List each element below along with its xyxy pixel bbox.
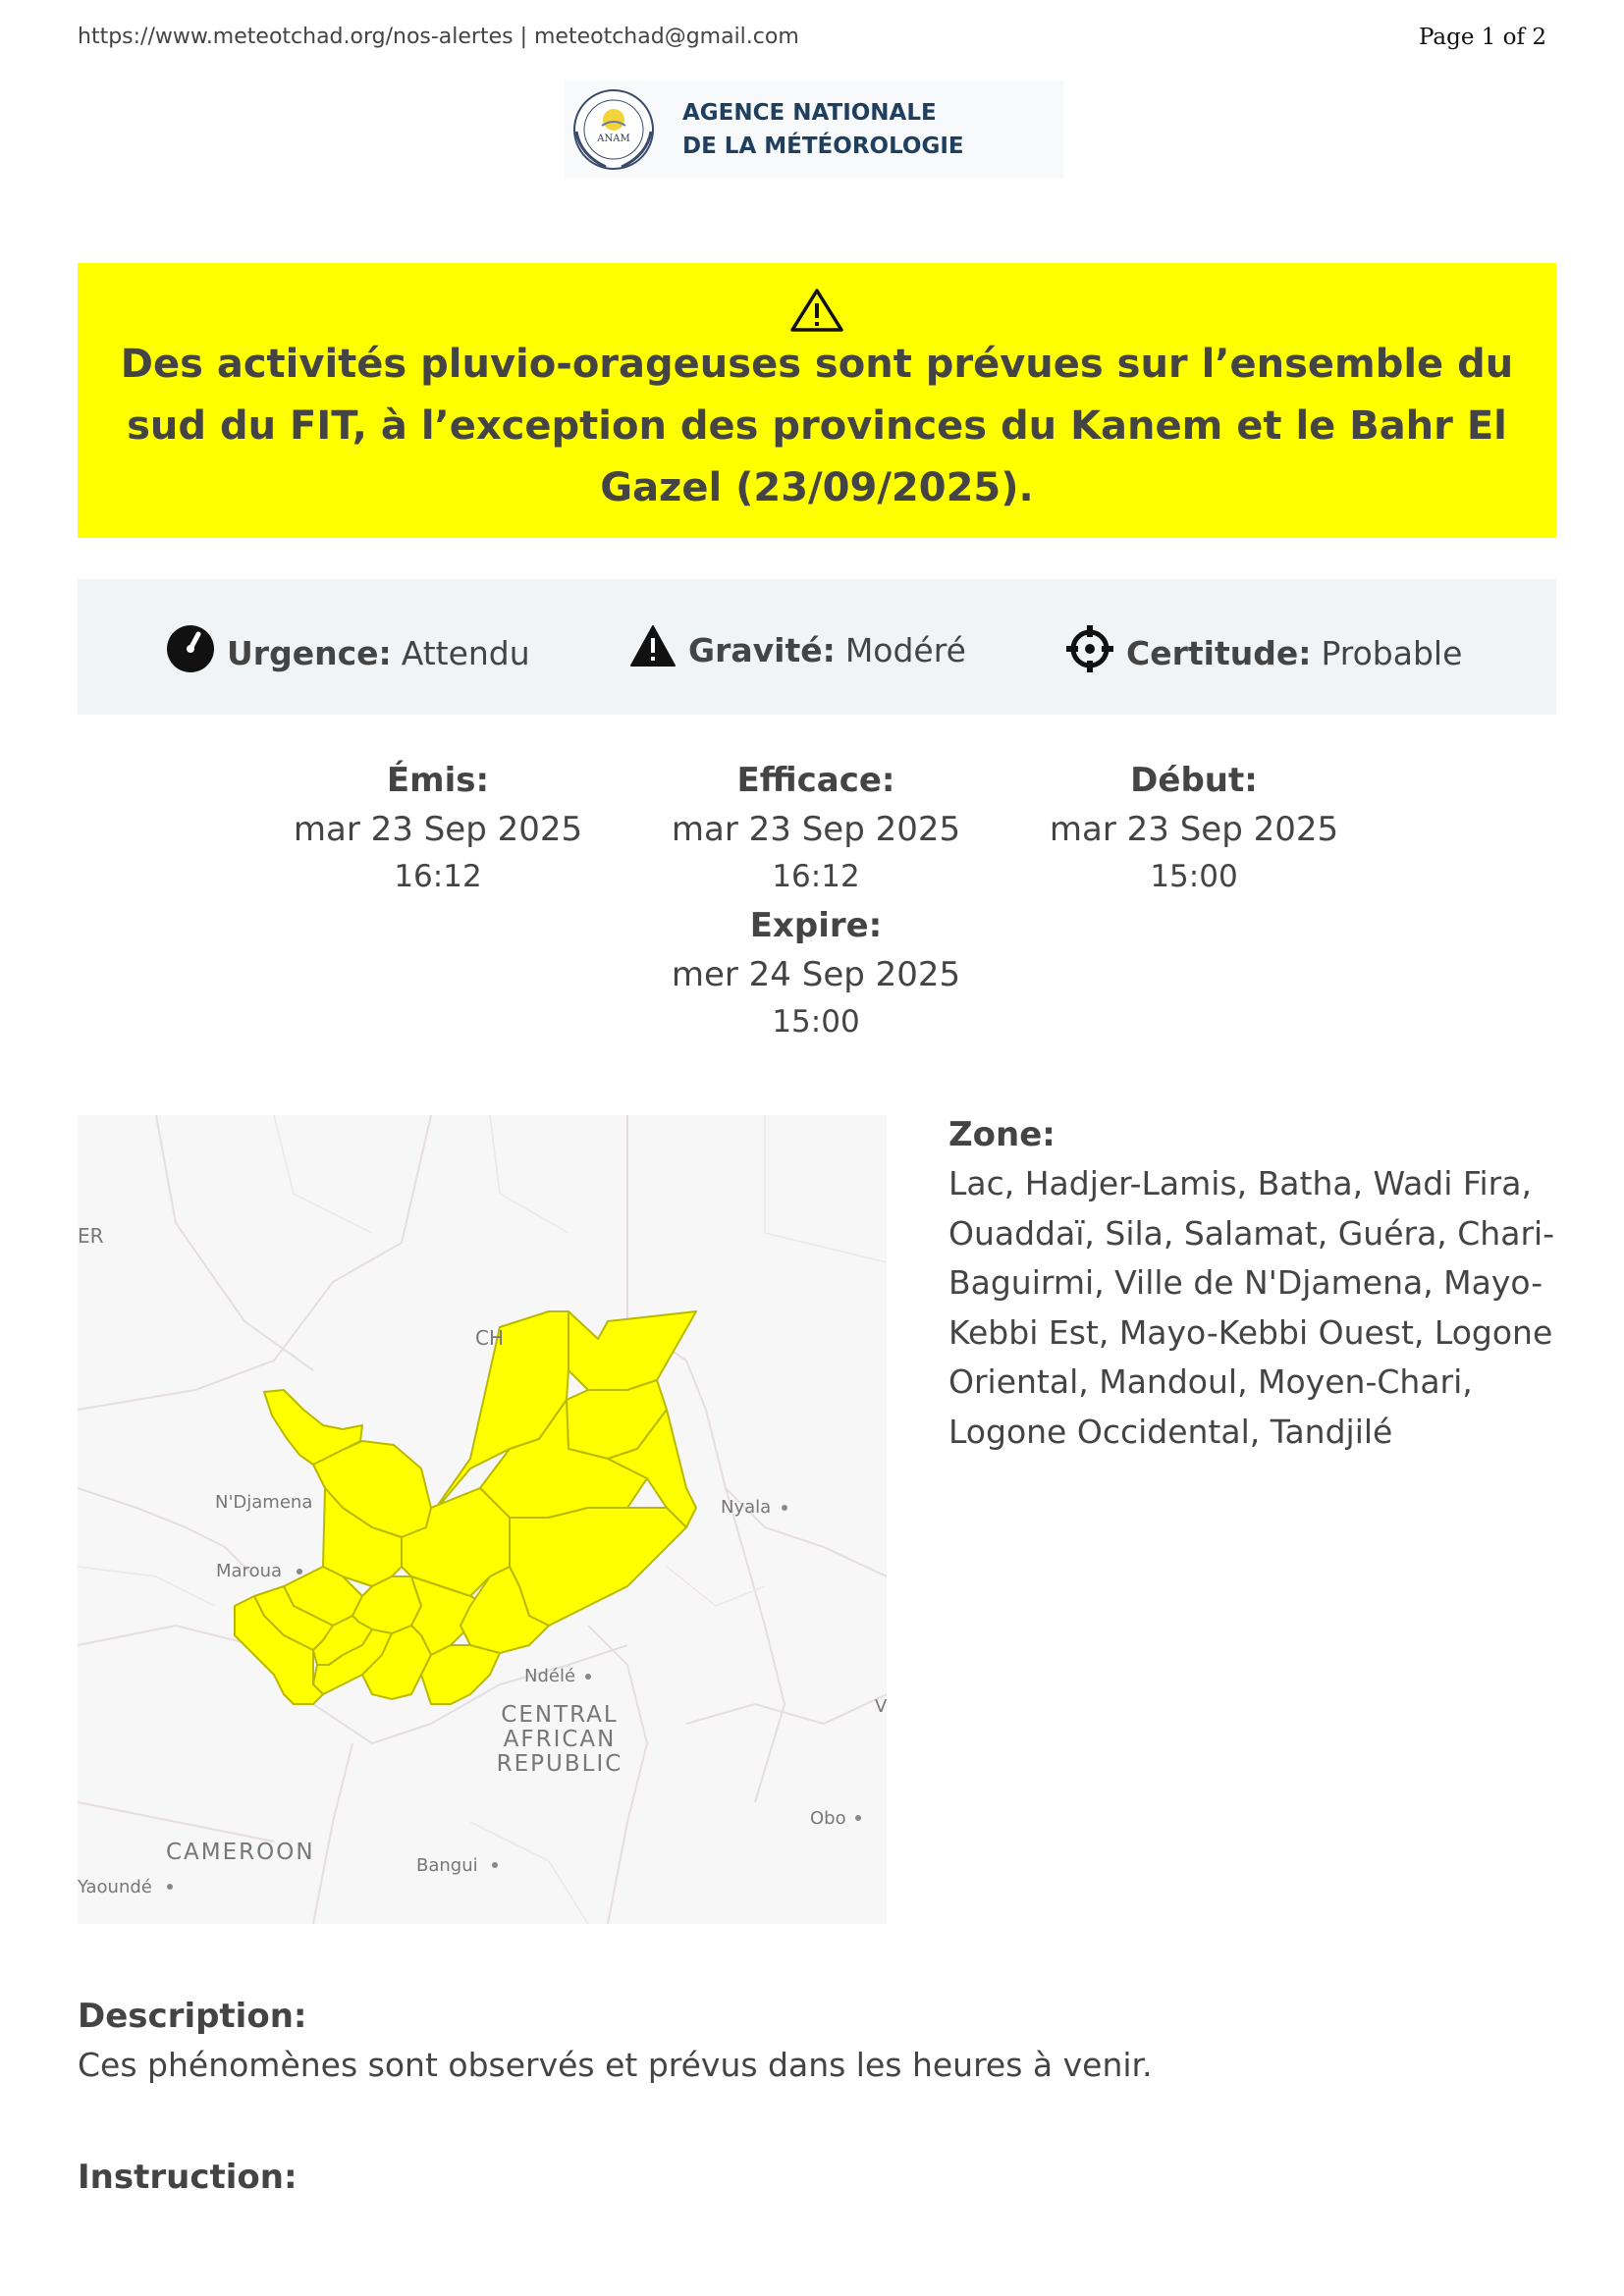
map-label-obo: Obo bbox=[810, 1808, 846, 1829]
issued-block bbox=[251, 756, 624, 899]
urgency-value: Attendu bbox=[401, 633, 530, 672]
expires-block bbox=[629, 901, 1002, 1044]
map-label-bangui: Bangui bbox=[416, 1855, 478, 1876]
page-url-header: https://www.meteotchad.org/nos-alertes | meteotchad@gmail.com bbox=[78, 25, 799, 49]
certainty-item bbox=[1065, 624, 1462, 681]
effective-block bbox=[629, 756, 1002, 899]
onset-label: Début: bbox=[1130, 761, 1258, 800]
effective-date: mar 23 Sep 2025 bbox=[671, 810, 961, 849]
urgency-label: Urgence: bbox=[227, 633, 392, 672]
zone-label: Zone: bbox=[948, 1115, 1056, 1154]
description-section bbox=[78, 1992, 1556, 2090]
map-label-v: V bbox=[875, 1696, 887, 1717]
certainty-label: Certitude: bbox=[1126, 633, 1312, 672]
map-label-cameroon: CAMEROON bbox=[166, 1840, 315, 1865]
alert-title: Des activités pluvio-orageuses sont prévues sur l’ensemble du sud du FIT, à l’exception des provinces du Kanem et le Bahr El Gazel (23/09/2025). bbox=[120, 342, 1514, 510]
seal-text: ANAM bbox=[597, 133, 630, 144]
description-label: Description: bbox=[78, 1997, 307, 2036]
map-label-car-2: AFRICAN bbox=[503, 1727, 617, 1752]
certainty-value: Probable bbox=[1321, 633, 1463, 672]
effective-label: Efficace: bbox=[736, 761, 895, 800]
onset-time: 15:00 bbox=[1150, 859, 1238, 894]
anam-seal-icon bbox=[565, 80, 663, 179]
issued-time: 16:12 bbox=[394, 859, 482, 894]
onset-date: mar 23 Sep 2025 bbox=[1049, 810, 1339, 849]
logo-line-2: DE LA MÉTÉOROLOGIE bbox=[682, 133, 964, 159]
urgency-item bbox=[166, 624, 530, 681]
issued-date: mar 23 Sep 2025 bbox=[293, 810, 583, 849]
map-label-nyala: Nyala bbox=[721, 1497, 772, 1518]
issued-label: Émis: bbox=[386, 761, 490, 800]
warning-triangle-icon bbox=[788, 287, 845, 338]
agency-logo bbox=[565, 80, 1063, 179]
map-label-ndjamena: N'Djamena bbox=[215, 1492, 313, 1513]
severity-label: Gravité: bbox=[688, 630, 836, 669]
severity-value: Modéré bbox=[844, 630, 966, 669]
warning-icon bbox=[629, 624, 677, 675]
expires-time: 15:00 bbox=[772, 1004, 860, 1040]
crosshair-icon bbox=[1065, 624, 1114, 681]
clock-gauge-icon bbox=[166, 624, 215, 681]
page-number: Page 1 of 2 bbox=[1418, 25, 1546, 50]
map-label-maroua: Maroua bbox=[216, 1561, 283, 1581]
alert-banner bbox=[78, 263, 1556, 538]
zone-section bbox=[948, 1110, 1557, 1457]
alert-meta-bar bbox=[78, 579, 1556, 715]
severity-item bbox=[629, 624, 966, 675]
map-label-er: ER bbox=[78, 1224, 104, 1248]
alert-zone-map bbox=[78, 1115, 887, 1924]
map-label-car-1: CENTRAL bbox=[501, 1702, 619, 1728]
effective-time: 16:12 bbox=[772, 859, 860, 894]
description-text: Ces phénomènes sont observés et prévus dans les heures à venir. bbox=[78, 2046, 1153, 2084]
expires-label: Expire: bbox=[749, 906, 883, 945]
instruction-label: Instruction: bbox=[78, 2158, 298, 2197]
map-label-yaounde: Yaoundé bbox=[78, 1877, 152, 1897]
map-label-car-3: REPUBLIC bbox=[496, 1751, 623, 1777]
logo-line-1: AGENCE NATIONALE bbox=[682, 100, 937, 126]
map-label-ch: CH bbox=[475, 1326, 505, 1350]
instruction-section bbox=[78, 2153, 298, 2202]
onset-block bbox=[1007, 756, 1380, 899]
map-label-ndele: Ndélé bbox=[524, 1666, 576, 1686]
zone-list: Lac, Hadjer-Lamis, Batha, Wadi Fira, Ouaddaï, Sila, Salamat, Guéra, Chari-Baguirmi, Ville de N'Djamena, Mayo-Kebbi Est, Mayo-Kebbi Ouest, Logone Oriental, Mandoul, Moyen-Chari, Logone Occidental, Tandjilé bbox=[948, 1164, 1555, 1451]
expires-date: mer 24 Sep 2025 bbox=[671, 955, 961, 994]
